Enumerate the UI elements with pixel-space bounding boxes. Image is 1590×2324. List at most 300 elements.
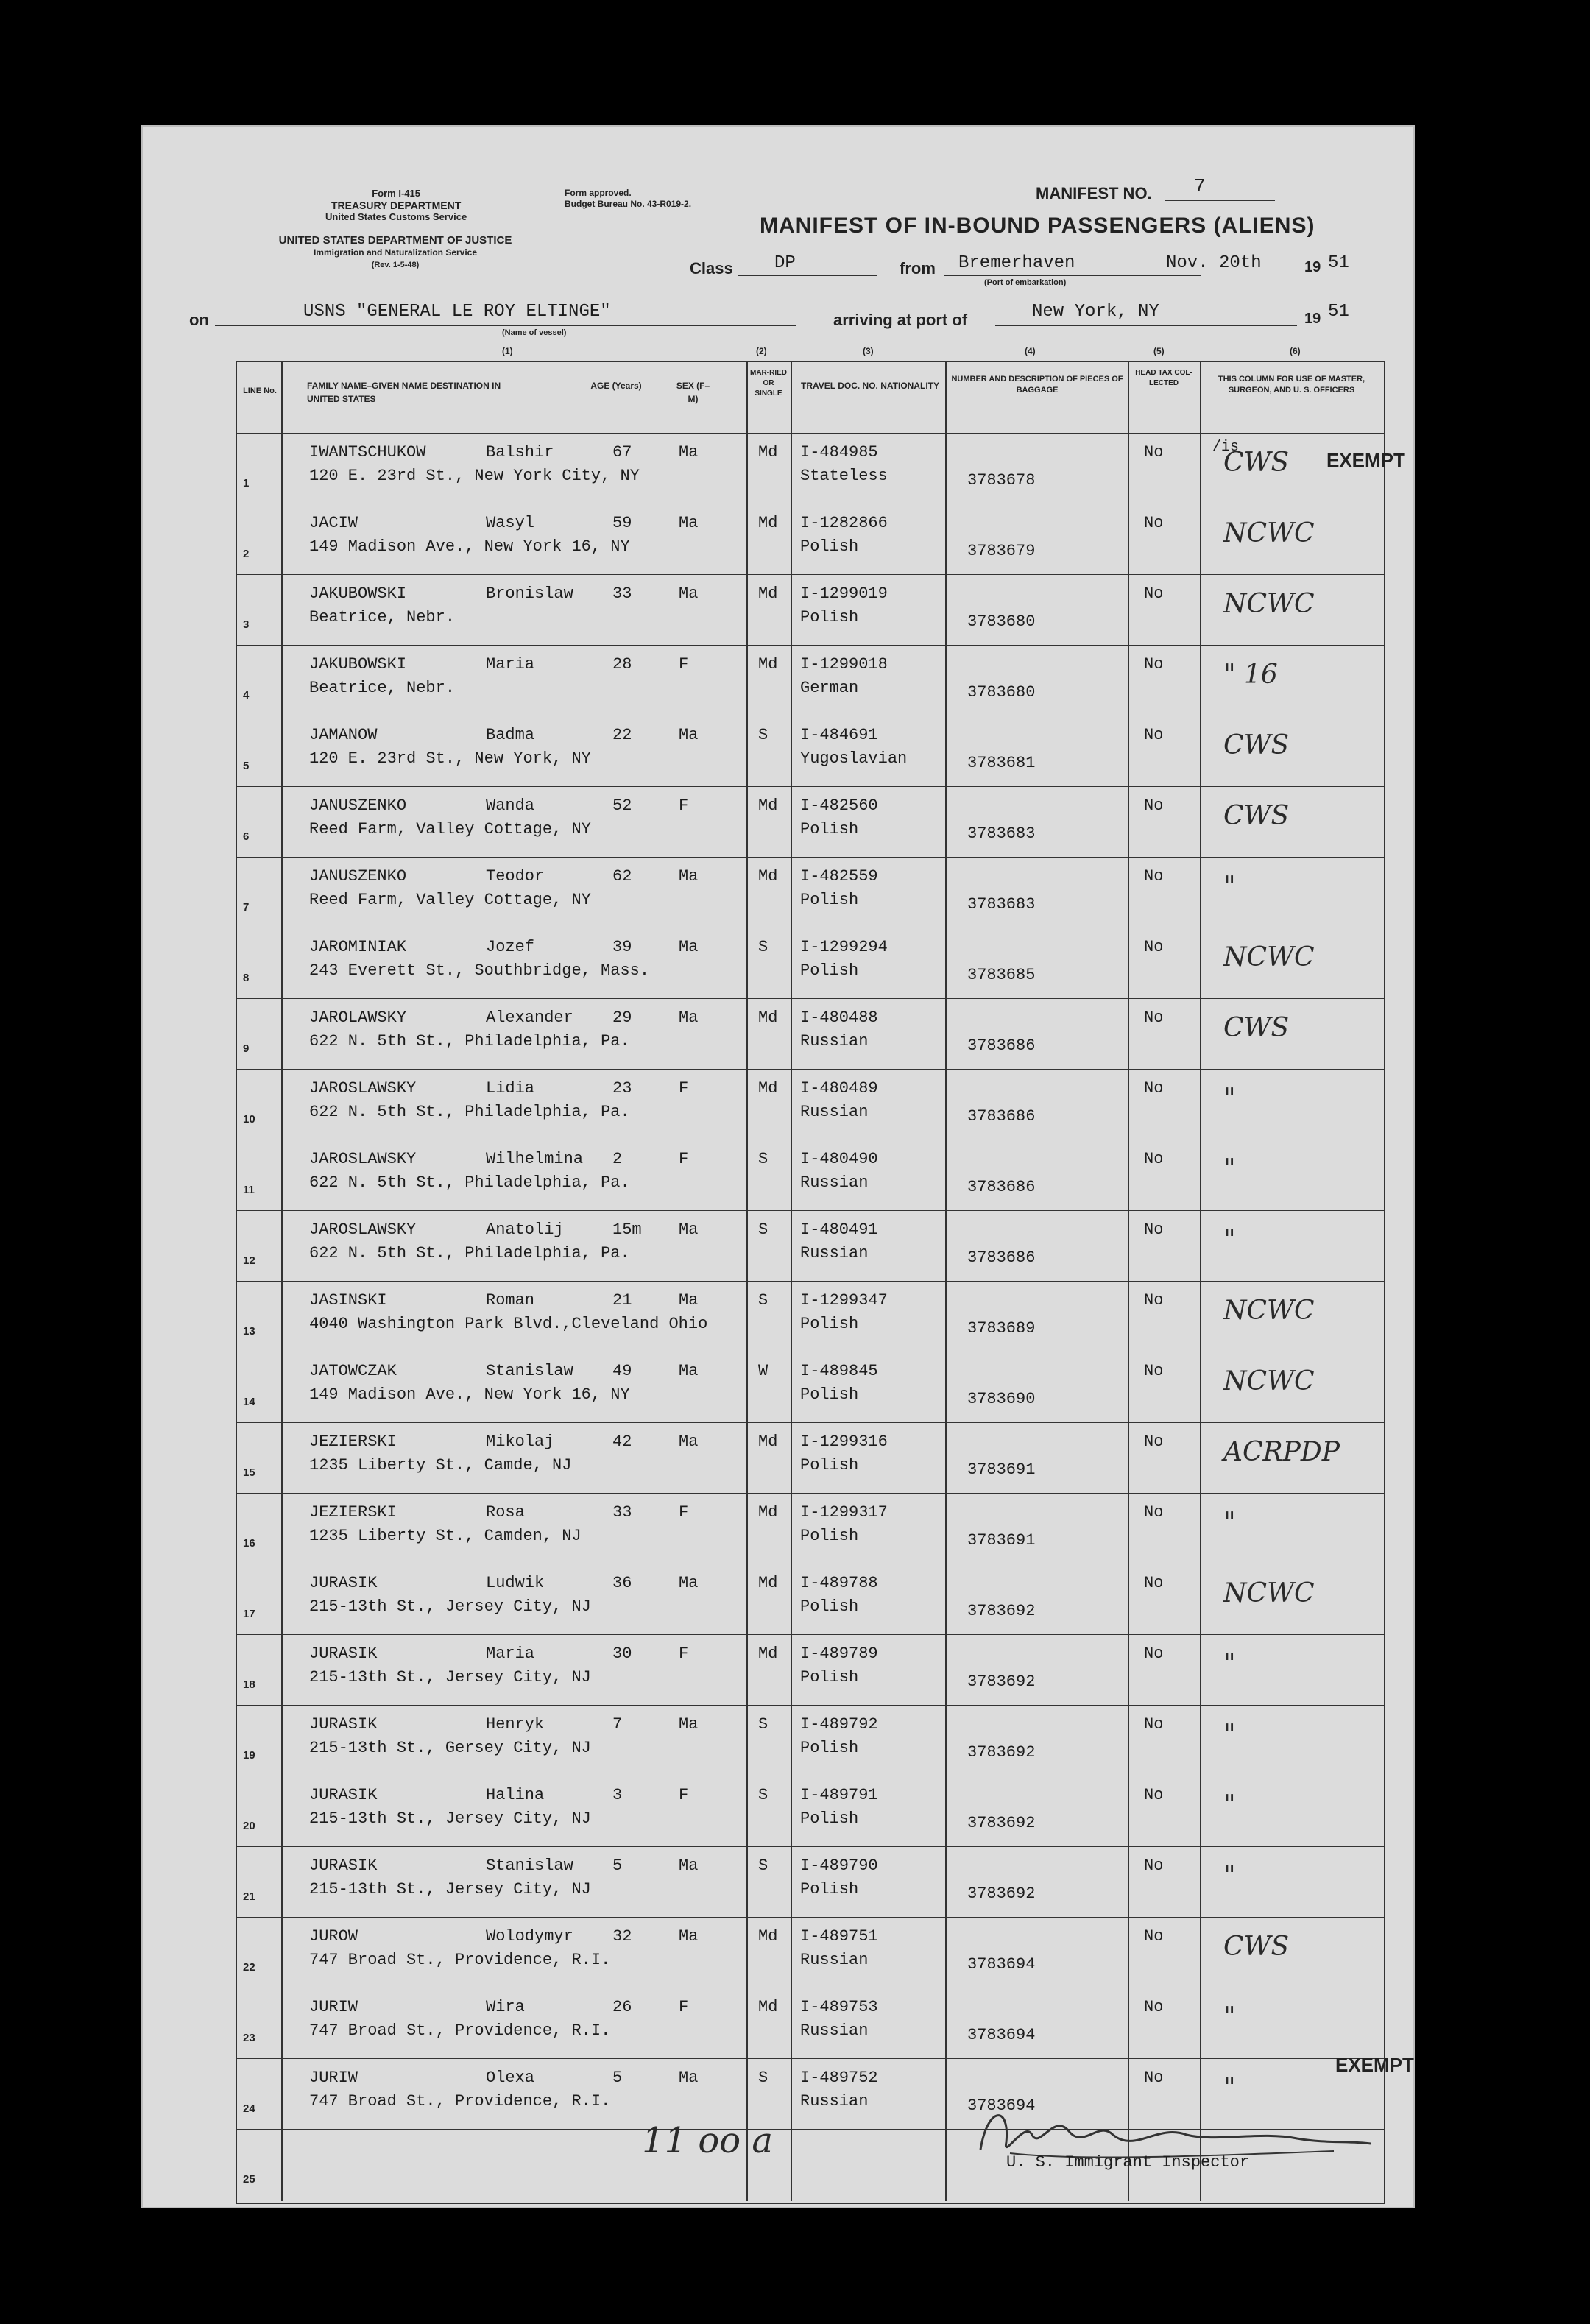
cell-dest: 120 E. 23rd St., New York, NY (309, 749, 591, 768)
col-num-4: (4) (1025, 346, 1036, 356)
cell-ms: S (758, 1786, 768, 1804)
vessel-caption: (Name of vessel) (502, 328, 567, 337)
cell-doc: I-489791 (800, 1786, 878, 1804)
cell-line: 4 (243, 689, 250, 702)
cell-nat: Polish (800, 961, 859, 980)
cell-given: Halina (486, 1786, 545, 1804)
cell-given: Teodor (486, 867, 545, 886)
cell-sex: Ma (679, 2069, 699, 2087)
cell-sex: Ma (679, 1433, 699, 1451)
cell-age: 62 (612, 867, 632, 886)
cell-family: JURASIK (309, 1786, 378, 1804)
cell-officer: " (1223, 1508, 1236, 1538)
cell-line: 10 (243, 1113, 255, 1126)
cell-dest: Beatrice, Nebr. (309, 608, 456, 626)
cell-ms: Md (758, 655, 778, 674)
cell-family: JAROMINIAK (309, 938, 407, 956)
cell-bag: 3783694 (967, 1955, 1036, 1974)
cell-dest: 149 Madison Ave., New York 16, NY (309, 1385, 630, 1404)
cell-tax: No (1144, 938, 1164, 956)
vessel-name: USNS "GENERAL LE ROY ELTINGE" (303, 302, 611, 322)
cell-bag: 3783694 (967, 2097, 1036, 2115)
class-label: Class (690, 259, 733, 278)
cell-ms: Md (758, 584, 778, 603)
cell-line: 1 (243, 477, 250, 490)
cell-nat: Polish (800, 1880, 859, 1899)
inspector-label: U. S. Immigrant Inspector (1006, 2153, 1250, 2172)
cell-ms: Md (758, 1503, 778, 1522)
cell-officer: CWS (1223, 1932, 1290, 1962)
cell-bag: 3783692 (967, 1885, 1036, 1903)
cell-dest: 1235 Liberty St., Camden, NJ (309, 1527, 582, 1545)
cell-sex: F (679, 655, 689, 674)
cell-line: 14 (243, 1396, 255, 1408)
cell-doc: I-1299317 (800, 1503, 888, 1522)
cell-dest: 622 N. 5th St., Philadelphia, Pa. (309, 1032, 630, 1050)
cell-officer: CWS (1223, 448, 1290, 478)
cell-given: Jozef (486, 938, 535, 956)
treasury-dept: TREASURY DEPARTMENT (331, 199, 462, 211)
cell-given: Alexander (486, 1009, 573, 1027)
cell-line: 23 (243, 2032, 255, 2044)
cell-nat: Polish (800, 1739, 859, 1757)
year-prefix: 19 (1304, 259, 1321, 275)
cell-officer: CWS (1223, 730, 1290, 760)
cell-nat: Russian (800, 1032, 869, 1050)
cell-given: Mikolaj (486, 1433, 554, 1451)
cell-dest: 215-13th St., Jersey City, NJ (309, 1597, 591, 1616)
cell-family: JURASIK (309, 1574, 378, 1592)
cell-bag: 3783686 (967, 1107, 1036, 1126)
cell-given: Stanislaw (486, 1857, 573, 1875)
cell-tax: No (1144, 1574, 1164, 1592)
cell-tax: No (1144, 1503, 1164, 1522)
cell-tax: No (1144, 1998, 1164, 2016)
cell-officer: " (1223, 2002, 1236, 2032)
col-header-line: LINE No. (243, 386, 277, 395)
row-divider (236, 1422, 1384, 1423)
col-num-6: (6) (1290, 346, 1301, 356)
cell-tax: No (1144, 443, 1164, 462)
cell-age: 39 (612, 938, 632, 956)
cell-sex: F (679, 1503, 689, 1522)
cell-family: JURIW (309, 2069, 358, 2087)
cell-officer: " (1223, 1084, 1236, 1114)
cell-nat: Polish (800, 537, 859, 556)
cell-officer: ACRPDP (1223, 1437, 1340, 1467)
cell-ms: W (758, 1362, 768, 1380)
cell-family: JACIW (309, 514, 358, 532)
cell-age: 52 (612, 797, 632, 815)
cell-dest: 747 Broad St., Providence, R.I. (309, 1951, 611, 1969)
handwritten-total: 11 oo a (642, 2120, 774, 2161)
year-value: 51 (1328, 253, 1349, 273)
cell-nat: Yugoslavian (800, 749, 908, 768)
cell-nat: Russian (800, 1103, 869, 1121)
cell-ms: S (758, 1221, 768, 1239)
cell-ms: S (758, 1857, 768, 1875)
cell-doc: I-480489 (800, 1079, 878, 1098)
cell-line: 22 (243, 1961, 255, 1974)
cell-nat: Polish (800, 1809, 859, 1828)
cell-officer: NCWC (1223, 1578, 1315, 1608)
cell-age: 21 (612, 1291, 632, 1310)
port-caption: (Port of embarkation) (984, 278, 1067, 287)
cell-family: JAROLAWSKY (309, 1009, 407, 1027)
row-divider (236, 1705, 1384, 1706)
cell-bag: 3783680 (967, 612, 1036, 631)
cell-doc: I-484985 (800, 443, 878, 462)
row-divider (236, 1634, 1384, 1635)
form-rev: (Rev. 1-5-48) (371, 261, 420, 269)
cell-bag: 3783694 (967, 2026, 1036, 2044)
row-divider (236, 1210, 1384, 1211)
cell-nat: Polish (800, 891, 859, 909)
cell-family: JAROSLAWSKY (309, 1079, 417, 1098)
cell-doc: I-489845 (800, 1362, 878, 1380)
cell-dest: 149 Madison Ave., New York 16, NY (309, 537, 630, 556)
cell-sex: Ma (679, 584, 699, 603)
cell-officer: " 16 (1223, 660, 1278, 690)
cell-doc: I-484691 (800, 726, 878, 744)
cell-nat: Polish (800, 1597, 859, 1616)
row-divider (236, 574, 1384, 575)
cell-nat: Stateless (800, 467, 888, 485)
cell-age: 2 (612, 1150, 623, 1168)
cell-bag: 3783678 (967, 471, 1036, 490)
exempt-stamp: EXEMPT (1326, 449, 1405, 471)
cell-family: JURASIK (309, 1645, 378, 1663)
row-divider (236, 1069, 1384, 1070)
cell-bag: 3783691 (967, 1461, 1036, 1479)
cell-given: Balshir (486, 443, 554, 462)
row-divider (236, 1917, 1384, 1918)
manifest-title: MANIFEST OF IN-BOUND PASSENGERS (ALIENS) (760, 213, 1315, 238)
form-approved: Form approved. (565, 188, 632, 198)
cell-bag: 3783686 (967, 1178, 1036, 1196)
cell-given: Wanda (486, 797, 535, 815)
cell-tax: No (1144, 1786, 1164, 1804)
cell-bag: 3783691 (967, 1531, 1036, 1550)
cell-ms: Md (758, 1998, 778, 2016)
cell-tax: No (1144, 1645, 1164, 1663)
cell-given: Roman (486, 1291, 535, 1310)
cell-sex: Ma (679, 1857, 699, 1875)
cell-family: JANUSZENKO (309, 797, 407, 815)
cell-doc: I-482560 (800, 797, 878, 815)
cell-family: JUROW (309, 1927, 358, 1946)
cell-sex: F (679, 1079, 689, 1098)
cell-ms: Md (758, 1009, 778, 1027)
cell-sex: F (679, 797, 689, 815)
cell-line: 13 (243, 1325, 255, 1338)
cell-given: Badma (486, 726, 535, 744)
cell-officer: NCWC (1223, 1296, 1315, 1326)
cell-line: 8 (243, 972, 250, 984)
cell-line: 19 (243, 1749, 255, 1762)
cell-doc: I-1282866 (800, 514, 888, 532)
cell-officer: " (1223, 1225, 1236, 1255)
cell-ms: Md (758, 1079, 778, 1098)
cell-given: Stanislaw (486, 1362, 573, 1380)
cell-given: Rosa (486, 1503, 525, 1522)
cell-dest: 215-13th St., Jersey City, NJ (309, 1809, 591, 1828)
cell-sex: Ma (679, 1009, 699, 1027)
cell-age: 22 (612, 726, 632, 744)
manifest-page (141, 125, 1415, 2208)
row-divider (236, 1281, 1384, 1282)
cell-family: JEZIERSKI (309, 1433, 397, 1451)
cell-line: 9 (243, 1042, 250, 1055)
cell-age: 30 (612, 1645, 632, 1663)
cell-line: 7 (243, 901, 250, 914)
cell-line: 20 (243, 1820, 255, 1832)
cell-dest: 622 N. 5th St., Philadelphia, Pa. (309, 1244, 630, 1262)
cell-tax: No (1144, 514, 1164, 532)
cell-age: 3 (612, 1786, 623, 1804)
cell-family: JAKUBOWSKI (309, 655, 407, 674)
cell-nat: Polish (800, 1456, 859, 1474)
cell-officer: NCWC (1223, 1366, 1315, 1396)
cell-line: 21 (243, 1890, 255, 1903)
customs-service: United States Customs Service (325, 211, 467, 222)
cell-given: Maria (486, 655, 535, 674)
cell-dest: 215-13th St., Jersey City, NJ (309, 1668, 591, 1687)
row-divider (236, 786, 1384, 787)
cell-given: Lidia (486, 1079, 535, 1098)
cell-ms: Md (758, 443, 778, 462)
cell-officer: " (1223, 872, 1236, 902)
arrival-year-prefix: 19 (1304, 311, 1321, 327)
cell-sex: Ma (679, 867, 699, 886)
cell-officer: " (1223, 2073, 1236, 2103)
cell-dest: 243 Everett St., Southbridge, Mass. (309, 961, 650, 980)
cell-dest: 215-13th St., Jersey City, NJ (309, 1880, 591, 1899)
cell-tax: No (1144, 1079, 1164, 1098)
cell-family: JAMANOW (309, 726, 378, 744)
row-divider (236, 1846, 1384, 1847)
cell-officer: CWS (1223, 801, 1290, 831)
cell-family: JURIW (309, 1998, 358, 2016)
cell-nat: Polish (800, 1315, 859, 1333)
cell-bag: 3783685 (967, 966, 1036, 984)
cell-dest: Beatrice, Nebr. (309, 679, 456, 697)
cell-nat: Russian (800, 2021, 869, 2040)
cell-dest: 120 E. 23rd St., New York City, NY (309, 467, 640, 485)
cell-tax: No (1144, 1715, 1164, 1734)
cell-officer: NCWC (1223, 942, 1315, 972)
cell-officer: " (1223, 1649, 1236, 1679)
cell-sex: Ma (679, 1362, 699, 1380)
cell-tax: No (1144, 1857, 1164, 1875)
col-num-3: (3) (863, 346, 874, 356)
exempt-stamp: EXEMPT (1335, 2054, 1414, 2076)
cell-sex: Ma (679, 1574, 699, 1592)
from-value: Bremerhaven (958, 253, 1075, 273)
cell-nat: Polish (800, 1385, 859, 1404)
cell-doc: I-489790 (800, 1857, 878, 1875)
cell-ms: Md (758, 1433, 778, 1451)
cell-family: JURASIK (309, 1715, 378, 1734)
cell-tax: No (1144, 867, 1164, 886)
cell-tax: No (1144, 1927, 1164, 1946)
cell-doc: I-1299019 (800, 584, 888, 603)
cell-bag: 3783681 (967, 754, 1036, 772)
col-num-1: (1) (502, 346, 513, 356)
cell-tax: No (1144, 1433, 1164, 1451)
arrival-year: 51 (1328, 302, 1349, 322)
cell-officer: " (1223, 1861, 1236, 1891)
col-header-officers: THIS COLUMN FOR USE OF MASTER, SURGEON, AND U. S. OFFICERS (1218, 375, 1365, 395)
cell-line: 6 (243, 830, 250, 843)
col-header-married: MAR-RIED OR SINGLE (750, 369, 787, 398)
cell-ms: Md (758, 1645, 778, 1663)
cell-doc: I-489753 (800, 1998, 878, 2016)
cell-nat: Polish (800, 1668, 859, 1687)
on-label: on (189, 311, 209, 329)
cell-bag: 3783692 (967, 1673, 1036, 1691)
cell-ms: S (758, 2069, 768, 2087)
cell-line: 25 (243, 2173, 255, 2186)
cell-bag: 3783686 (967, 1248, 1036, 1267)
cell-ms: Md (758, 1574, 778, 1592)
cell-ms: Md (758, 867, 778, 886)
cell-nat: Polish (800, 608, 859, 626)
cell-sex: Ma (679, 938, 699, 956)
row-divider (236, 857, 1384, 858)
cell-family: JAKUBOWSKI (309, 584, 407, 603)
cell-bag: 3783683 (967, 895, 1036, 914)
cell-sex: F (679, 1786, 689, 1804)
cell-nat: Russian (800, 1244, 869, 1262)
cell-line: 17 (243, 1608, 255, 1620)
cell-nat: Russian (800, 1173, 869, 1192)
cell-given: Wasyl (486, 514, 535, 532)
cell-age: 15m (612, 1221, 642, 1239)
cell-tax: No (1144, 726, 1164, 744)
cell-given: Bronislaw (486, 584, 573, 603)
cell-doc: I-1299316 (800, 1433, 888, 1451)
cell-bag: 3783686 (967, 1036, 1036, 1055)
date-value: Nov. 20th (1166, 253, 1262, 273)
cell-family: JAROSLAWSKY (309, 1221, 417, 1239)
cell-officer: CWS (1223, 1013, 1290, 1043)
cell-age: 32 (612, 1927, 632, 1946)
cell-tax: No (1144, 655, 1164, 674)
cell-doc: I-480488 (800, 1009, 878, 1027)
cell-dest: 215-13th St., Gersey City, NJ (309, 1739, 591, 1757)
cell-age: 23 (612, 1079, 632, 1098)
cell-ms: Md (758, 1927, 778, 1946)
cell-dest: 622 N. 5th St., Philadelphia, Pa. (309, 1103, 630, 1121)
cell-sex: F (679, 1150, 689, 1168)
cell-family: IWANTSCHUKOW (309, 443, 426, 462)
cell-doc: I-489788 (800, 1574, 878, 1592)
cell-dest: Reed Farm, Valley Cottage, NY (309, 891, 591, 909)
cell-age: 5 (612, 1857, 623, 1875)
cell-given: Wolodymyr (486, 1927, 573, 1946)
cell-age: 28 (612, 655, 632, 674)
cell-age: 59 (612, 514, 632, 532)
cell-line: 3 (243, 618, 250, 631)
col-num-2: (2) (756, 346, 767, 356)
cell-sex: Ma (679, 726, 699, 744)
budget-bureau: Budget Bureau No. 43-R019-2. (565, 199, 692, 209)
cell-doc: I-489792 (800, 1715, 878, 1734)
cell-note: /is (1212, 439, 1240, 456)
cell-dest: 1235 Liberty St., Camde, NJ (309, 1456, 572, 1474)
col-header-baggage: NUMBER AND DESCRIPTION OF PIECES OF BAGGAGE (951, 375, 1123, 395)
cell-dest: 622 N. 5th St., Philadelphia, Pa. (309, 1173, 630, 1192)
col-header-travel: TRAVEL DOC. NO. NATIONALITY (801, 381, 939, 391)
cell-sex: Ma (679, 443, 699, 462)
cell-doc: I-1299018 (800, 655, 888, 674)
cell-ms: Md (758, 514, 778, 532)
cell-ms: S (758, 938, 768, 956)
cell-tax: No (1144, 1221, 1164, 1239)
cell-officer: " (1223, 1154, 1236, 1184)
cell-doc: I-489789 (800, 1645, 878, 1663)
cell-given: Olexa (486, 2069, 535, 2087)
cell-doc: I-1299347 (800, 1291, 888, 1310)
cell-dest: 4040 Washington Park Blvd.,Cleveland Ohio (309, 1315, 708, 1333)
col-header-age: AGE (Years) (590, 381, 642, 391)
cell-nat: Polish (800, 820, 859, 838)
cell-bag: 3783689 (967, 1319, 1036, 1338)
from-label: from (900, 259, 936, 278)
cell-bag: 3783692 (967, 1743, 1036, 1762)
cell-nat: German (800, 679, 859, 697)
cell-family: JASINSKI (309, 1291, 387, 1310)
cell-nat: Russian (800, 1951, 869, 1969)
cell-sex: Ma (679, 1291, 699, 1310)
cell-age: 49 (612, 1362, 632, 1380)
cell-nat: Polish (800, 1527, 859, 1545)
row-divider (236, 1493, 1384, 1494)
cell-tax: No (1144, 2069, 1164, 2087)
arrival-port: New York, NY (1032, 302, 1159, 322)
cell-given: Anatolij (486, 1221, 564, 1239)
cell-dest: 747 Broad St., Providence, R.I. (309, 2092, 611, 2111)
cell-sex: F (679, 1645, 689, 1663)
cell-bag: 3783690 (967, 1390, 1036, 1408)
col-num-5: (5) (1153, 346, 1165, 356)
cell-age: 33 (612, 1503, 632, 1522)
cell-ms: Md (758, 797, 778, 815)
cell-age: 67 (612, 443, 632, 462)
cell-ms: S (758, 1715, 768, 1734)
cell-sex: Ma (679, 1927, 699, 1946)
cell-nat: Russian (800, 2092, 869, 2111)
cell-officer: NCWC (1223, 589, 1315, 619)
cell-line: 18 (243, 1678, 255, 1691)
col-header-headtax: HEAD TAX COL-LECTED (1135, 369, 1192, 387)
cell-given: Wilhelmina (486, 1150, 584, 1168)
cell-given: Maria (486, 1645, 535, 1663)
cell-doc: I-480490 (800, 1150, 878, 1168)
cell-age: 33 (612, 584, 632, 603)
cell-tax: No (1144, 1362, 1164, 1380)
cell-age: 29 (612, 1009, 632, 1027)
cell-doc: I-489752 (800, 2069, 878, 2087)
cell-family: JANUSZENKO (309, 867, 407, 886)
cell-line: 16 (243, 1537, 255, 1550)
cell-doc: I-1299294 (800, 938, 888, 956)
cell-dest: Reed Farm, Valley Cottage, NY (309, 820, 591, 838)
cell-sex: Ma (679, 1715, 699, 1734)
cell-ms: S (758, 726, 768, 744)
col-header-sex: SEX (F–M) (676, 381, 710, 404)
